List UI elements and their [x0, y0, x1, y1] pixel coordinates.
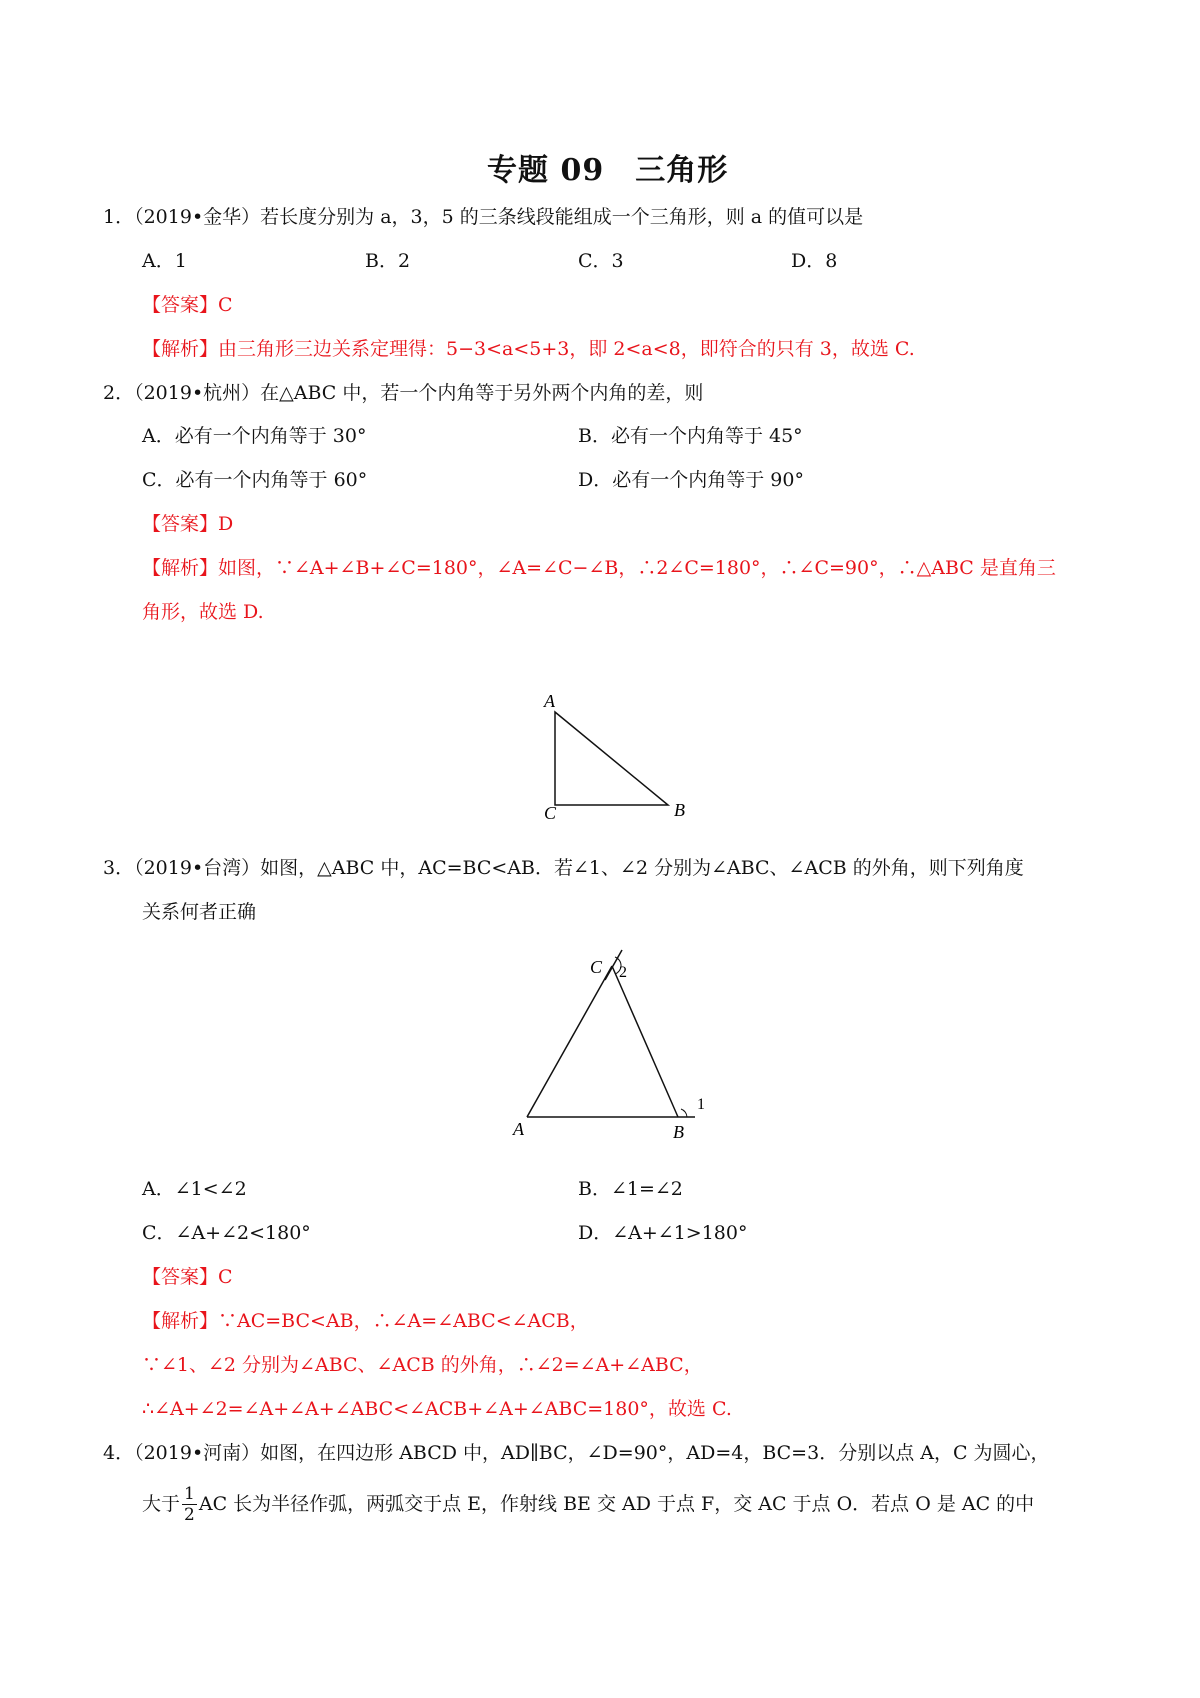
- q3-option-a: A．∠1<∠2: [142, 1178, 247, 1200]
- q2-triangle: [555, 712, 668, 805]
- q1-answer: 【答案】C: [142, 294, 233, 316]
- q2-analysis-line1: 【解析】如图，∵∠A+∠B+∠C=180°，∠A=∠C−∠B，∴2∠C=180°，∴∠C=90°，∴△ABC 是直角三: [142, 557, 1056, 579]
- q3-label-b: B: [673, 1122, 684, 1142]
- q3-label-angle2: 2: [619, 964, 627, 981]
- q1-option-d: D．8: [791, 250, 838, 272]
- q4-fraction-numerator: 1: [184, 1484, 195, 1504]
- q3-label-angle1: 1: [697, 1096, 705, 1113]
- q3-option-b: B．∠1=∠2: [578, 1178, 683, 1200]
- q3-option-d: D．∠A+∠1>180°: [578, 1222, 748, 1244]
- q2-label-a: A: [544, 691, 555, 711]
- q3-label-c: C: [590, 957, 603, 977]
- q3-answer: 【答案】C: [142, 1266, 233, 1288]
- q3-label-a: A: [513, 1119, 524, 1139]
- page-title: 专题 09 三角形: [487, 153, 729, 188]
- q4-fraction: [182, 1486, 197, 1524]
- q3-side-bc: [612, 966, 678, 1117]
- q4-stem-post: AC 长为半径作弧，两弧交于点 E，作射线 BE 交 AD 于点 F，交 AC 于点 O．若点 O 是 AC 的中: [198, 1493, 1035, 1515]
- q3-analysis-line3: ∴∠A+∠2=∠A+∠A+∠ABC<∠ACB+∠A+∠ABC=180°，故选 C.: [142, 1398, 732, 1420]
- q3-analysis-line1: 【解析】∵AC=BC<AB，∴∠A=∠ABC<∠ACB，: [142, 1310, 589, 1332]
- q1-option-b: B．2: [365, 250, 411, 272]
- q2-option-a: A．必有一个内角等于 30°: [142, 425, 367, 447]
- q3-option-c: C．∠A+∠2<180°: [142, 1222, 311, 1244]
- q3-side-ac: [527, 966, 612, 1117]
- q4-fraction-denominator: 2: [184, 1505, 195, 1525]
- q2-stem: 2．（2019•杭州）在△ABC 中，若一个内角等于另外两个内角的差，则: [103, 382, 704, 404]
- q2-triangle-figure: [530, 680, 710, 820]
- q1-option-a: A．1: [142, 250, 187, 272]
- q3-stem-line1: 3．（2019•台湾）如图，△ABC 中，AC=BC<AB．若∠1、∠2 分别为∠ABC、∠ACB 的外角，则下列角度: [103, 857, 1024, 879]
- q1-option-c: C．3: [578, 250, 624, 272]
- q1-stem: 1．（2019•金华）若长度分别为 a，3，5 的三条线段能组成一个三角形，则 a 的值可以是: [103, 206, 864, 228]
- q3-angle1-arc: [681, 1109, 687, 1117]
- q4-stem-pre: 大于: [142, 1493, 181, 1515]
- q3-stem-line2: 关系何者正确: [142, 901, 257, 923]
- q2-option-b: B．必有一个内角等于 45°: [578, 425, 803, 447]
- q3-triangle-figure: [505, 945, 735, 1150]
- q1-analysis: 【解析】由三角形三边关系定理得：5−3<a<5+3，即 2<a<8，即符合的只有 3，故选 C.: [142, 338, 915, 360]
- q3-analysis-line2: ∵∠1、∠2 分别为∠ABC、∠ACB 的外角，∴∠2=∠A+∠ABC，: [142, 1354, 703, 1376]
- q2-option-d: D．必有一个内角等于 90°: [578, 469, 804, 491]
- q2-analysis-line2: 角形，故选 D.: [142, 601, 264, 623]
- q2-option-c: C．必有一个内角等于 60°: [142, 469, 368, 491]
- q2-label-b: B: [674, 800, 685, 820]
- q4-stem-line2: [142, 1486, 1034, 1524]
- q2-answer: 【答案】D: [142, 513, 234, 535]
- q2-label-c: C: [544, 803, 557, 820]
- q4-stem-line1: 4．（2019•河南）如图，在四边形 ABCD 中，AD∥BC，∠D=90°，AD=4，BC=3．分别以点 A，C 为圆心，: [103, 1442, 1050, 1464]
